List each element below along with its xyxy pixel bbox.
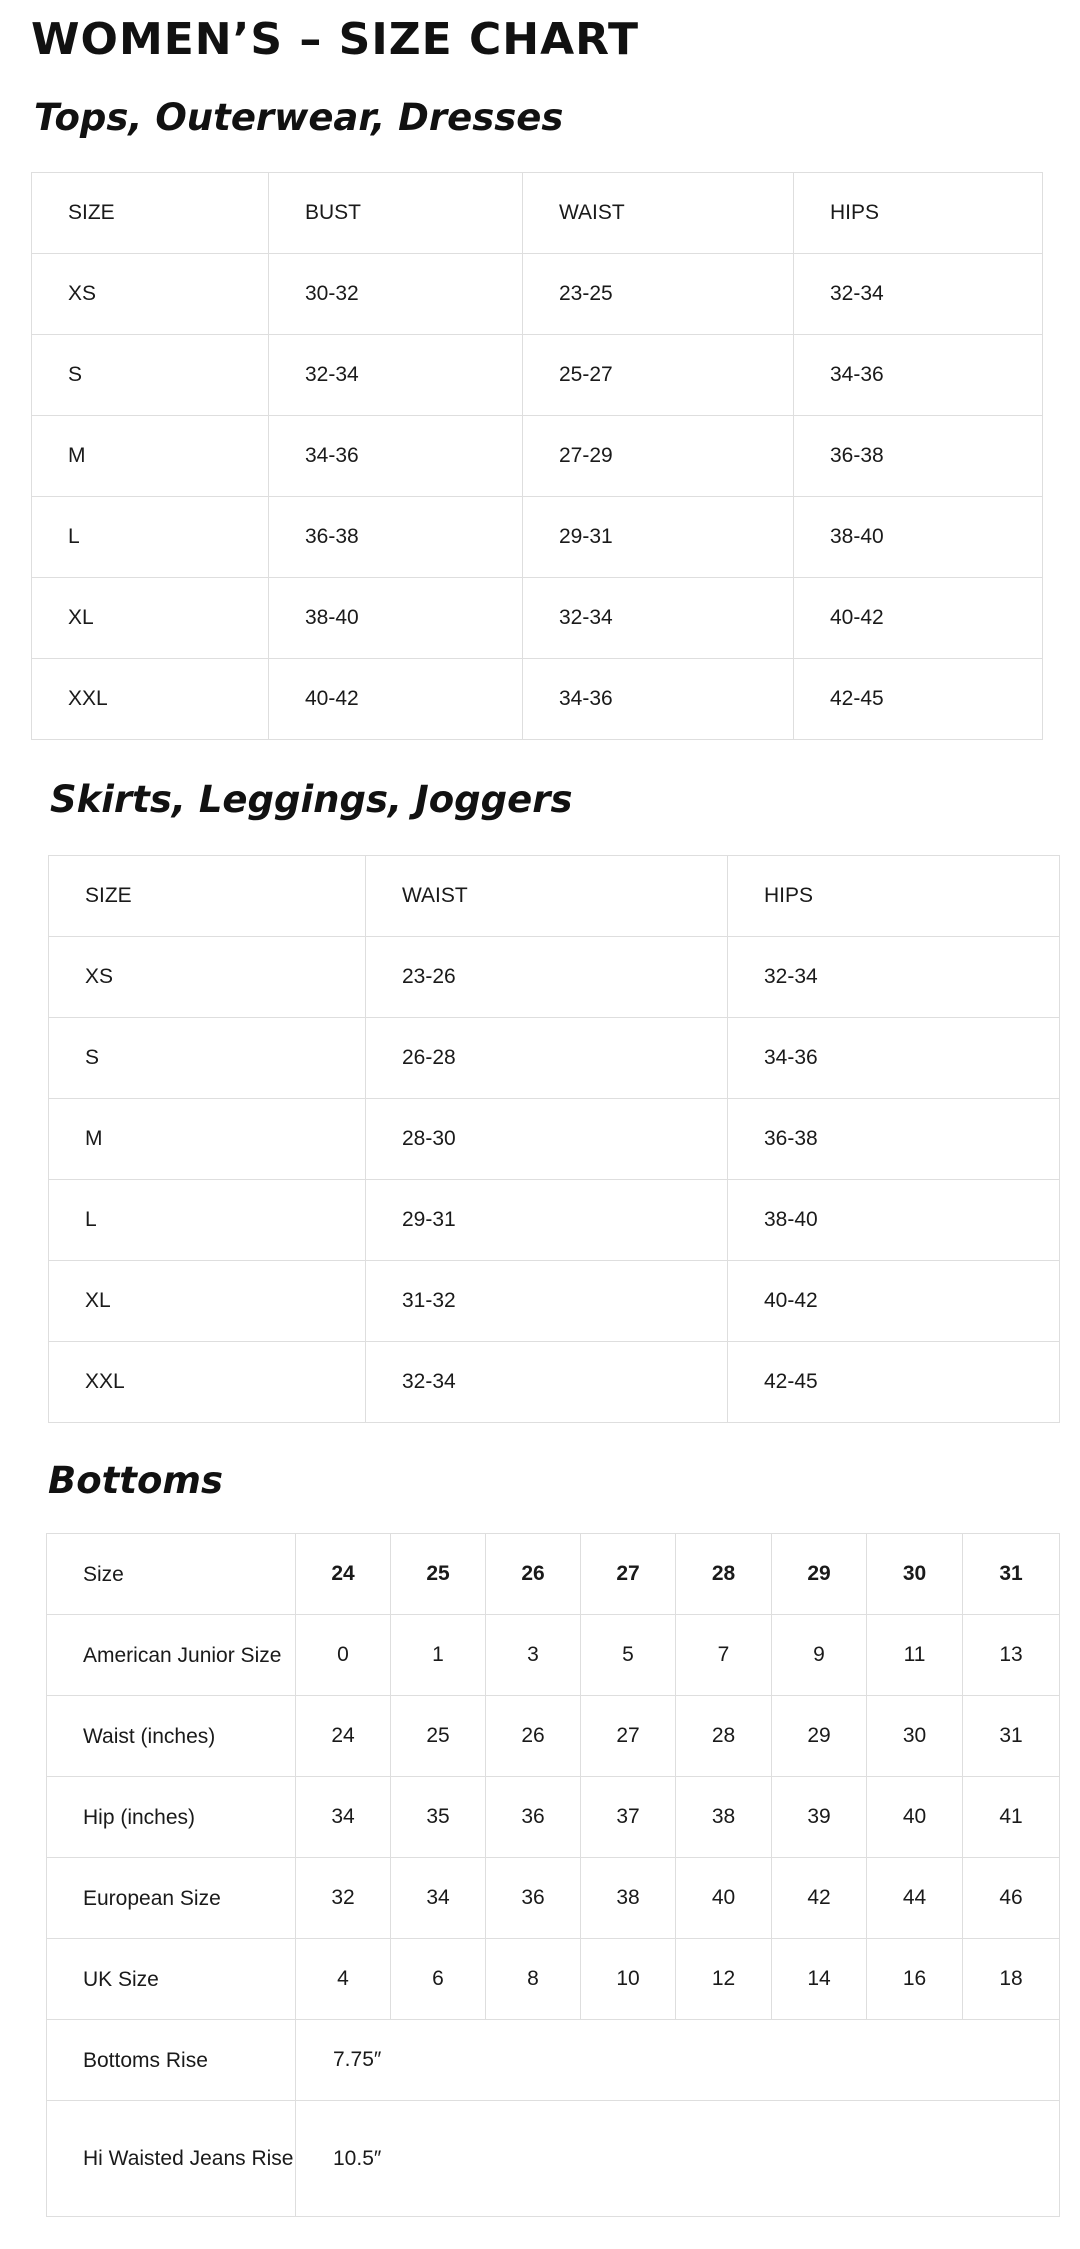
measurement-cell: 42-45 [728,1342,1060,1423]
size-label: XS [32,254,269,335]
measurement-cell: 40 [676,1858,772,1939]
size-header: 25 [391,1534,486,1615]
size-header: 26 [486,1534,581,1615]
measurement-cell: 38-40 [794,497,1043,578]
row-label: Bottoms Rise [47,2020,296,2101]
measurement-cell: 36-38 [269,497,523,578]
section-title-skirts: Skirts, Leggings, Joggers [50,778,573,821]
measurement-cell: 6 [391,1939,486,2020]
measurement-cell: 40-42 [794,578,1043,659]
measurement-cell: 34-36 [523,659,794,740]
measurement-cell: 34-36 [269,416,523,497]
table-row [47,1939,1060,2020]
table-row [49,937,1060,1018]
table-row [47,1615,1060,1696]
measurement-cell: 3 [486,1615,581,1696]
size-label: M [32,416,269,497]
measurement-cell: 4 [296,1939,391,2020]
measurement-cell: 9 [772,1615,867,1696]
measurement-cell: 16 [867,1939,963,2020]
size-label: S [32,335,269,416]
size-label: XL [32,578,269,659]
size-label: XS [49,937,366,1018]
measurement-cell: 14 [772,1939,867,2020]
section-title-tops: Tops, Outerwear, Dresses [34,96,564,139]
table-header-row [47,1534,1060,1615]
row-label: Size [47,1534,296,1615]
size-header: 30 [867,1534,963,1615]
size-label: L [49,1180,366,1261]
measurement-cell: 10 [581,1939,676,2020]
measurement-cell: 29-31 [366,1180,728,1261]
measurement-cell: 41 [963,1777,1060,1858]
table-header-row [32,173,1043,254]
size-label: M [49,1099,366,1180]
column-header: WAIST [366,856,728,937]
table-row [32,335,1043,416]
size-table-bottoms [46,1533,1060,2217]
column-header: BUST [269,173,523,254]
measurement-cell: 42-45 [794,659,1043,740]
table-row [47,1696,1060,1777]
size-header: 31 [963,1534,1060,1615]
table-row [32,659,1043,740]
size-label: XL [49,1261,366,1342]
rise-value: 7.75″ [296,2020,1060,2101]
measurement-cell: 0 [296,1615,391,1696]
table-row [49,1018,1060,1099]
row-label: American Junior Size [47,1615,296,1696]
section-title-bottoms: Bottoms [48,1459,223,1502]
rise-row [47,2101,1060,2217]
table-row [49,1261,1060,1342]
rise-row [47,2020,1060,2101]
measurement-cell: 23-25 [523,254,794,335]
measurement-cell: 12 [676,1939,772,2020]
measurement-cell: 31 [963,1696,1060,1777]
table-row [32,416,1043,497]
row-label: Hi Waisted Jeans Rise [47,2101,296,2217]
measurement-cell: 32 [296,1858,391,1939]
measurement-cell: 29 [772,1696,867,1777]
measurement-cell: 42 [772,1858,867,1939]
measurement-cell: 34-36 [728,1018,1060,1099]
size-header: 27 [581,1534,676,1615]
measurement-cell: 34 [391,1858,486,1939]
measurement-cell: 46 [963,1858,1060,1939]
measurement-cell: 34 [296,1777,391,1858]
measurement-cell: 39 [772,1777,867,1858]
column-header: SIZE [49,856,366,937]
measurement-cell: 37 [581,1777,676,1858]
row-label: Waist (inches) [47,1696,296,1777]
measurement-cell: 7 [676,1615,772,1696]
measurement-cell: 5 [581,1615,676,1696]
measurement-cell: 35 [391,1777,486,1858]
table-row [49,1180,1060,1261]
size-header: 29 [772,1534,867,1615]
column-header: HIPS [794,173,1043,254]
measurement-cell: 23-26 [366,937,728,1018]
measurement-cell: 29-31 [523,497,794,578]
table-row [32,254,1043,335]
row-label: European Size [47,1858,296,1939]
page-title: WOMEN’S – SIZE CHART [31,14,640,65]
measurement-cell: 18 [963,1939,1060,2020]
measurement-cell: 25 [391,1696,486,1777]
measurement-cell: 36 [486,1777,581,1858]
measurement-cell: 38 [676,1777,772,1858]
measurement-cell: 26 [486,1696,581,1777]
measurement-cell: 28-30 [366,1099,728,1180]
measurement-cell: 13 [963,1615,1060,1696]
measurement-cell: 38-40 [728,1180,1060,1261]
measurement-cell: 40-42 [728,1261,1060,1342]
size-label: S [49,1018,366,1099]
rise-value: 10.5″ [296,2101,1060,2217]
measurement-cell: 30 [867,1696,963,1777]
size-label: XXL [49,1342,366,1423]
measurement-cell: 40 [867,1777,963,1858]
measurement-cell: 38 [581,1858,676,1939]
measurement-cell: 25-27 [523,335,794,416]
measurement-cell: 32-34 [728,937,1060,1018]
size-label: XXL [32,659,269,740]
column-header: WAIST [523,173,794,254]
table-header-row [49,856,1060,937]
row-label: Hip (inches) [47,1777,296,1858]
table-row [47,1858,1060,1939]
measurement-cell: 36-38 [728,1099,1060,1180]
measurement-cell: 27-29 [523,416,794,497]
size-table-tops [31,172,1043,740]
column-header: SIZE [32,173,269,254]
measurement-cell: 36 [486,1858,581,1939]
size-header: 24 [296,1534,391,1615]
table-row [32,497,1043,578]
size-table-skirts [48,855,1060,1423]
row-label: UK Size [47,1939,296,2020]
column-header: HIPS [728,856,1060,937]
measurement-cell: 34-36 [794,335,1043,416]
measurement-cell: 28 [676,1696,772,1777]
measurement-cell: 11 [867,1615,963,1696]
measurement-cell: 44 [867,1858,963,1939]
measurement-cell: 8 [486,1939,581,2020]
measurement-cell: 36-38 [794,416,1043,497]
measurement-cell: 38-40 [269,578,523,659]
measurement-cell: 32-34 [366,1342,728,1423]
size-header: 28 [676,1534,772,1615]
table-row [49,1342,1060,1423]
table-row [47,1777,1060,1858]
measurement-cell: 1 [391,1615,486,1696]
measurement-cell: 32-34 [269,335,523,416]
size-label: L [32,497,269,578]
table-row [32,578,1043,659]
measurement-cell: 26-28 [366,1018,728,1099]
table-row [49,1099,1060,1180]
measurement-cell: 40-42 [269,659,523,740]
measurement-cell: 32-34 [794,254,1043,335]
measurement-cell: 27 [581,1696,676,1777]
measurement-cell: 30-32 [269,254,523,335]
measurement-cell: 24 [296,1696,391,1777]
measurement-cell: 31-32 [366,1261,728,1342]
measurement-cell: 32-34 [523,578,794,659]
